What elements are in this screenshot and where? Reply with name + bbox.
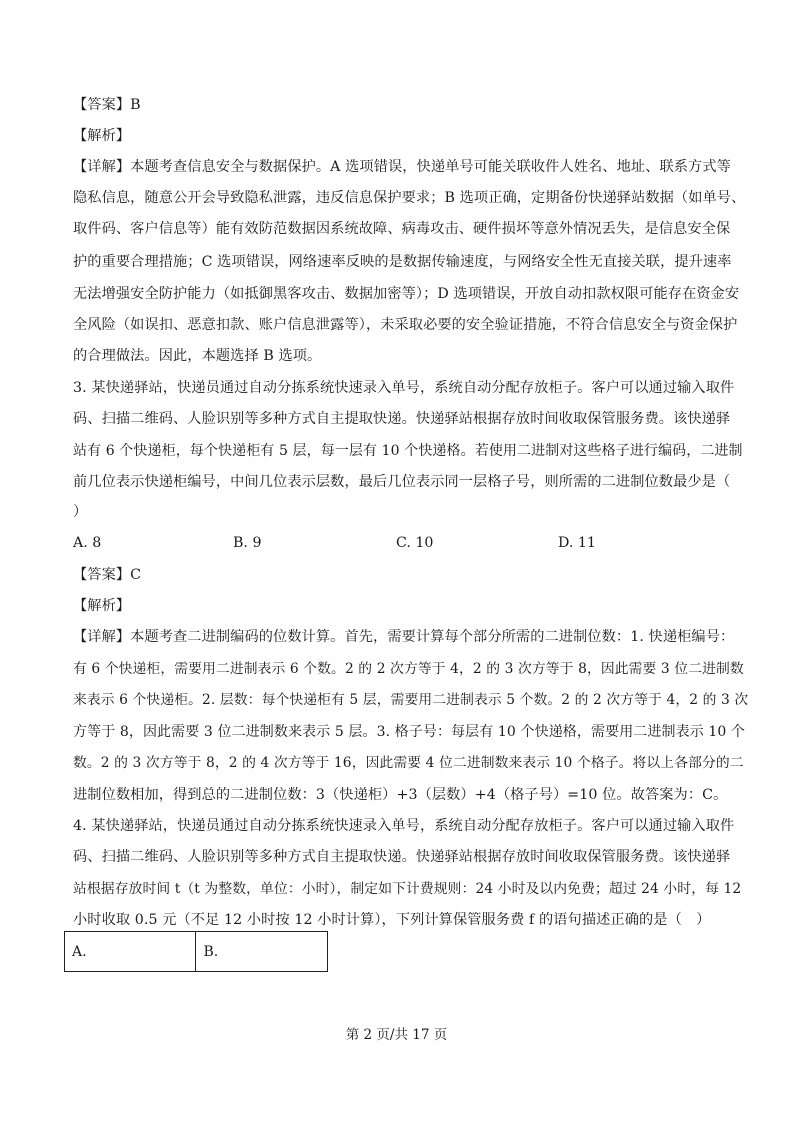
q4-stem-line-4: 小时收取 0.5 元（不足 12 小时按 12 小时计算），下列计算保管服务费 f 的语句描述正确的是（ ） xyxy=(73,912,711,928)
q3-stem-line-3: 站有 6 个快递柜，每个快递柜有 5 层，每一层有 10 个快递格。若使用二进制对这些格子进行编码，二进制 xyxy=(73,443,743,459)
q2-detail-line-4: 护的重要合理措施；C 选项错误，网络速率反映的是数据传输速度，与网络安全性无直接关联，提升速率 xyxy=(73,254,732,270)
q2-detail-line-2: 隐私信息，随意公开会导致隐私泄露，违反信息保护要求；B 选项正确，定期备份快递驿站数据（如单号、 xyxy=(73,190,746,206)
q2-answer-label: 【答案】B xyxy=(73,97,141,113)
q3-option-d: D. 11 xyxy=(558,535,596,551)
q4-option-a-cell: A. xyxy=(65,932,196,972)
q3-stem-line-5: ） xyxy=(73,504,88,520)
q3-stem-line-1: 3. 某快递驿站，快递员通过自动分拣系统快速录入单号，系统自动分配存放柜子。客户可以通过输入取件 xyxy=(73,380,735,396)
q3-detail-line-6: 进制位数相加，得到总的二进制位数：3（快递柜）+3（层数）+4（格子号）=10 位。故答案为：C。 xyxy=(73,787,728,803)
q3-detail-line-3: 来表示 6 个快递柜。2. 层数：每个快递柜有 5 层，需要用二进制表示 5 个数。2 的 2 次方等于 4，2 的 3 次 xyxy=(73,692,749,708)
q3-option-b: B. 9 xyxy=(233,535,262,551)
q3-stem-line-2: 码、扫描二维码、人脸识别等多种方式自主提取快递。快递驿站根据存放时间收取保管服务费。该快递驿 xyxy=(73,411,731,427)
q3-detail-line-4: 方等于 8，因此需要 3 位二进制数来表示 5 层。3. 格子号：每层有 10 个快递格，需要用二进制表示 10 个 xyxy=(73,724,746,740)
q3-answer-label: 【答案】C xyxy=(73,567,142,583)
q2-analysis-label: 【解析】 xyxy=(73,128,131,144)
q3-detail-line-1: 【详解】本题考查二进制编码的位数计算。首先，需要计算每个部分所需的二进制位数：1. 快递柜编号： xyxy=(73,629,735,645)
q4-stem-line-3: 站根据存放时间 t（t 为整数，单位：小时），制定如下计费规则：24 小时及以内免费；超过 24 小时，每 12 xyxy=(73,881,742,897)
q2-detail-line-7: 的合理做法。因此，本题选择 B 选项。 xyxy=(73,348,322,364)
q3-option-c: C. 10 xyxy=(396,535,434,551)
q3-option-a: A. 8 xyxy=(73,535,102,551)
q3-analysis-label: 【解析】 xyxy=(73,598,131,614)
q2-detail-line-3: 取件码、客户信息等）能有效防范数据因系统故障、病毒攻击、硬件损坏等意外情况丢失，是信息安全保 xyxy=(73,221,731,237)
q2-detail-line-6: 全风险（如误扣、恶意扣款、账户信息泄露等），未采取必要的安全验证措施，不符合信息安全与资金保护 xyxy=(73,317,738,333)
q4-option-b-cell: B. xyxy=(196,932,328,972)
q4-stem-line-2: 码、扫描二维码、人脸识别等多种方式自主提取快递。快递驿站根据存放时间收取保管服务费。该快递驿 xyxy=(73,849,731,865)
q3-detail-line-5: 数。2 的 3 次方等于 8，2 的 4 次方等于 16，因此需要 4 位二进制数来表示 10 个格子。将以上各部分的二 xyxy=(73,755,744,771)
q2-detail-line-1: 【详解】本题考查信息安全与数据保护。A 选项错误，快递单号可能关联收件人姓名、地址、联系方式等 xyxy=(73,159,731,175)
q4-stem-line-1: 4. 某快递驿站，快递员通过自动分拣系统快速录入单号，系统自动分配存放柜子。客户可以通过输入取件 xyxy=(73,818,735,834)
q4-options-table xyxy=(64,931,328,972)
page-number-footer: 第 2 页/共 17 页 xyxy=(345,1027,448,1043)
q3-stem-line-4: 前几位表示快递柜编号，中间几位表示层数，最后几位表示同一层格子号，则所需的二进制位数最少是（ xyxy=(73,474,731,490)
q3-detail-line-2: 有 6 个快递柜，需要用二进制表示 6 个数。2 的 2 次方等于 4，2 的 3 次方等于 8，因此需要 3 位二进制数 xyxy=(73,661,744,677)
q4-options-row xyxy=(65,932,328,972)
q2-detail-line-5: 无法增强安全防护能力（如抵御黑客攻击、数据加密等）；D 选项错误，开放自动扣款权限可能存在资金安 xyxy=(73,286,740,302)
